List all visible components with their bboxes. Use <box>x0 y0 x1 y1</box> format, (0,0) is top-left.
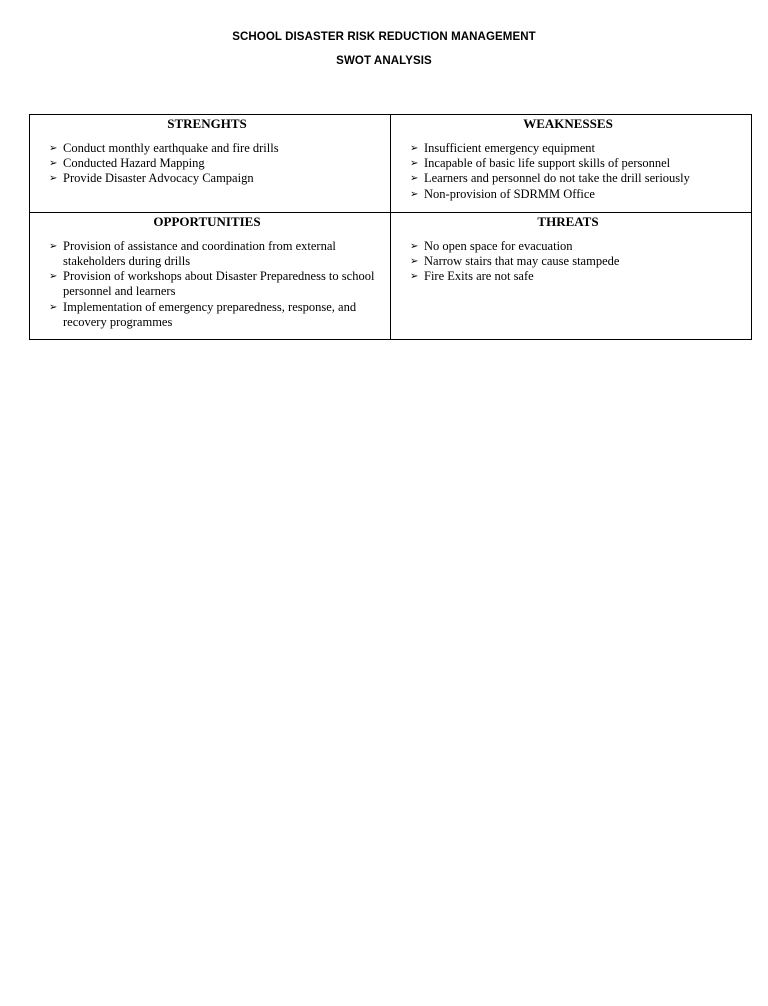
document-subtitle: SWOT ANALYSIS <box>336 55 432 67</box>
threats-heading: THREATS <box>537 213 599 229</box>
list-item: ➢ Learners and personnel do not take the drill seriously <box>424 171 745 186</box>
list-item: ➢ Non-provision of SDRMM Office <box>424 187 745 202</box>
list-item: ➢ Conduct monthly earthquake and fire drills <box>63 141 384 156</box>
strengths-heading: STRENGHTS <box>167 116 247 131</box>
swot-table <box>29 114 752 340</box>
document-title: SCHOOL DISASTER RISK REDUCTION MANAGEMENT <box>232 31 536 43</box>
threats-cell <box>391 212 752 339</box>
list-item: ➢ Insufficient emergency equipment <box>424 141 745 156</box>
list-item: ➢ Narrow stairs that may cause stampede <box>424 254 745 269</box>
strengths-cell <box>30 115 391 213</box>
list-item: ➢ Conducted Hazard Mapping <box>63 156 384 171</box>
list-item: ➢ Provision of workshops about Disaster Preparedness to school personnel and learners <box>63 269 384 299</box>
list-item: ➢ Provision of assistance and coordination from external stakeholders during drills <box>63 239 384 269</box>
list-item: ➢ Fire Exits are not safe <box>424 269 745 284</box>
opportunities-list <box>30 239 384 330</box>
list-item: ➢ Implementation of emergency preparedness, response, and recovery programmes <box>63 300 384 330</box>
weaknesses-heading: WEAKNESSES <box>523 116 613 131</box>
list-item: ➢ Incapable of basic life support skills of personnel <box>424 156 745 171</box>
threats-list <box>391 239 745 285</box>
weaknesses-cell <box>391 115 752 213</box>
weaknesses-list <box>391 141 745 202</box>
swot-row-top <box>30 115 752 213</box>
swot-row-bottom <box>30 212 752 339</box>
list-item: ➢ Provide Disaster Advocacy Campaign <box>63 171 384 186</box>
opportunities-cell <box>30 212 391 339</box>
list-item: ➢ No open space for evacuation <box>424 239 745 254</box>
strengths-list <box>30 141 384 187</box>
opportunities-heading: OPPORTUNITIES <box>153 213 261 229</box>
